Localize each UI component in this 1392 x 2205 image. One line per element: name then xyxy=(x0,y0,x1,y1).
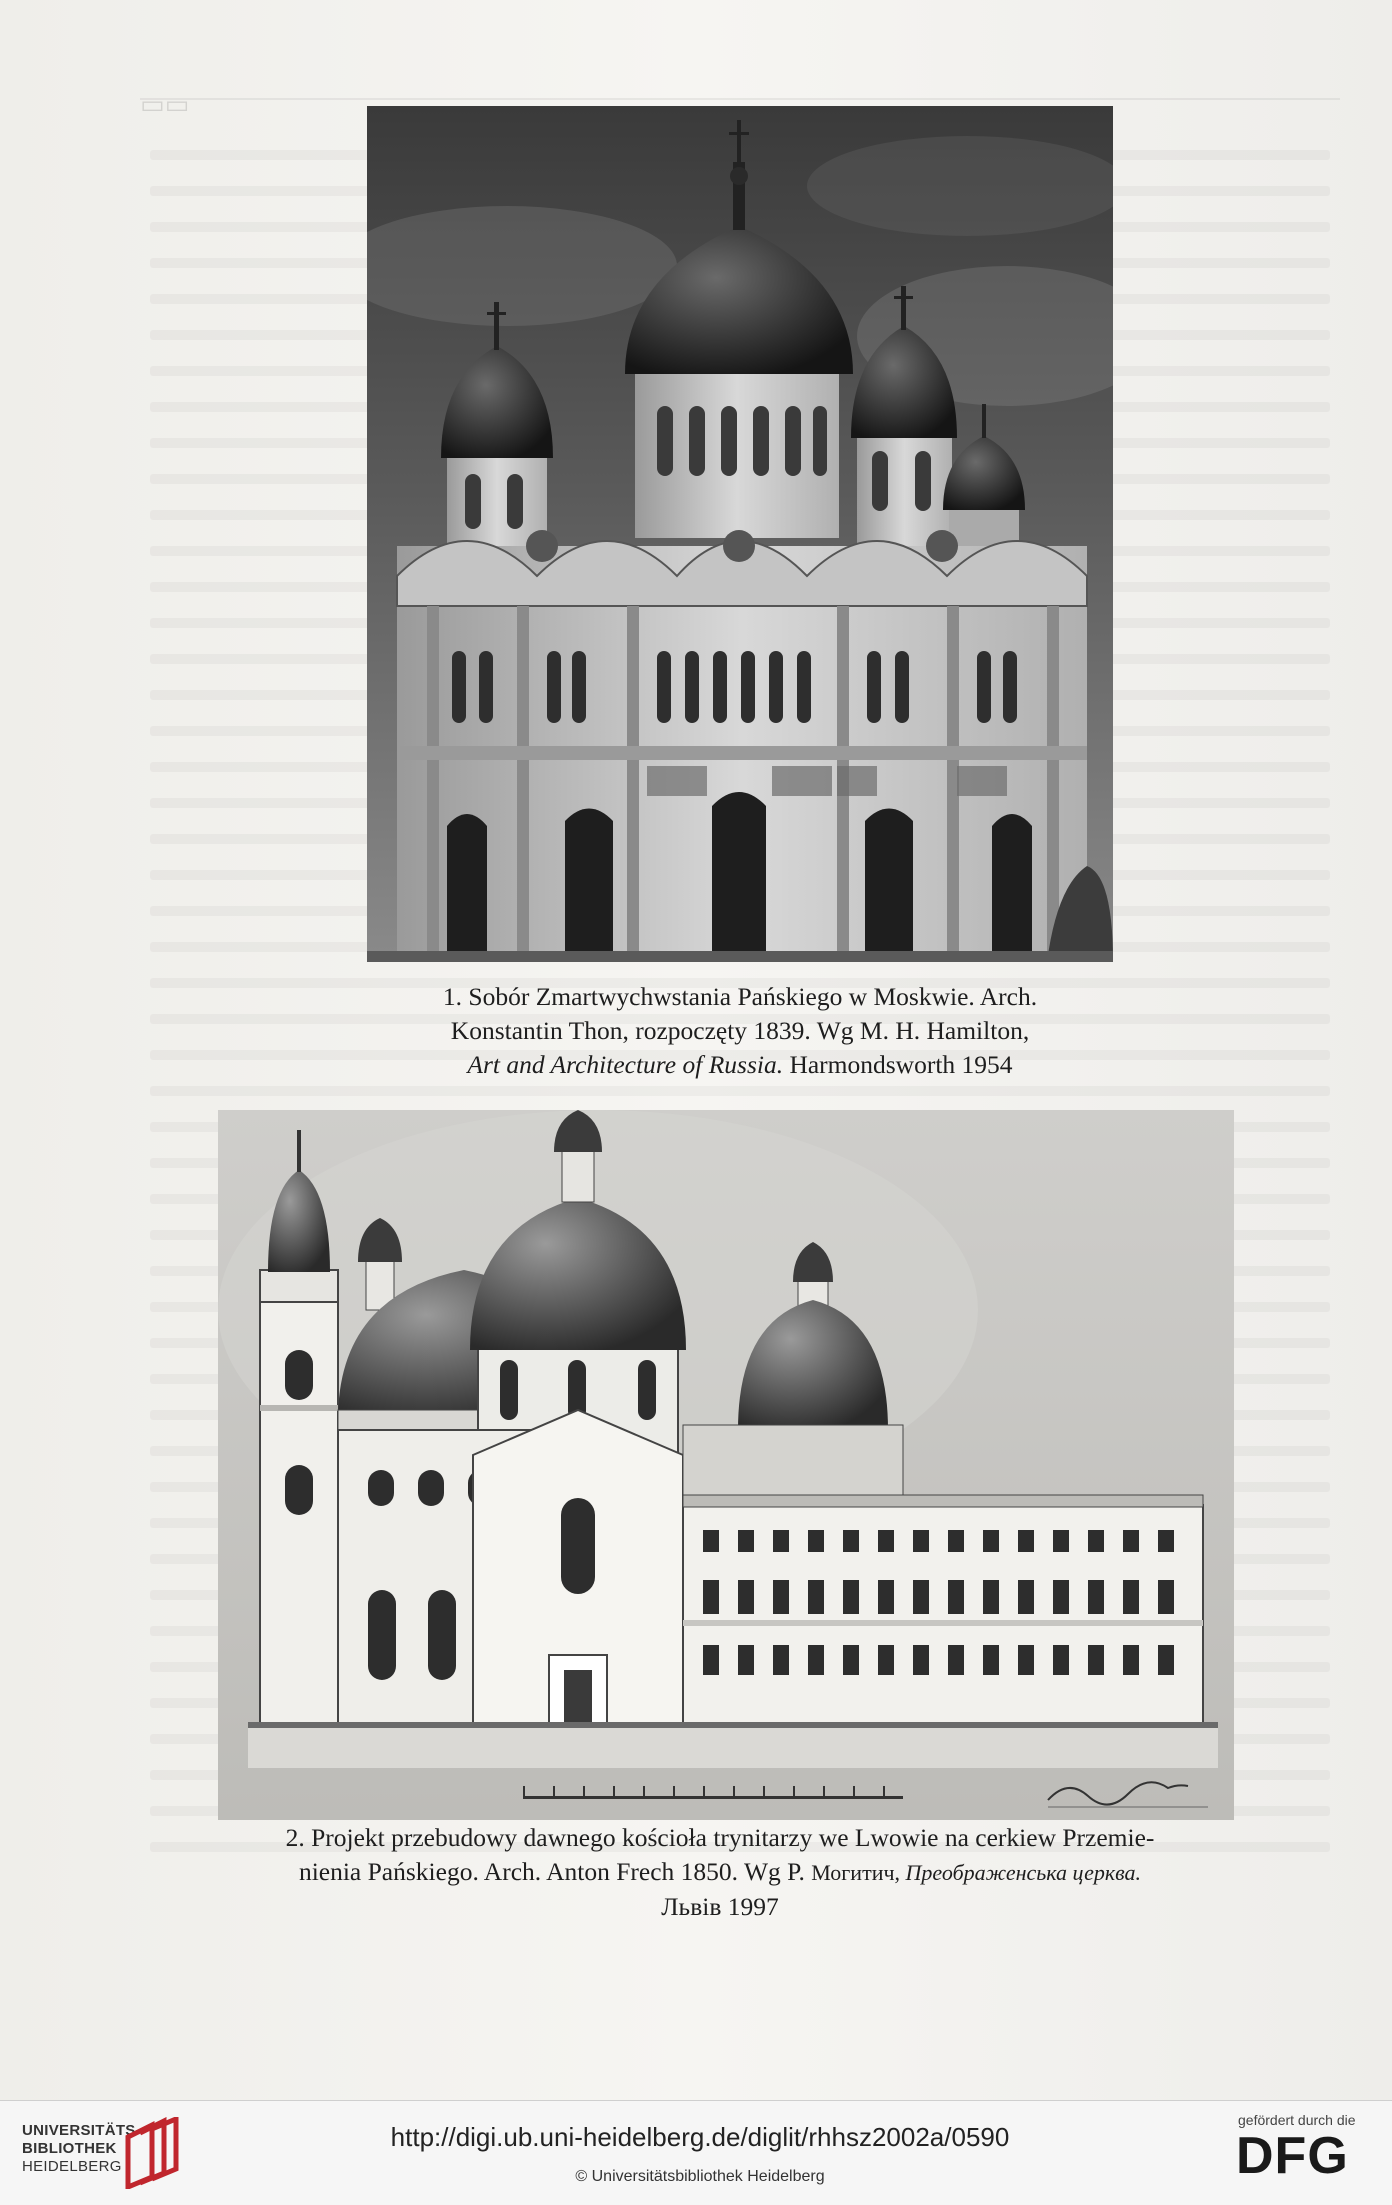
library-line3: HEIDELBERG xyxy=(22,2158,122,2175)
caption1-line3 xyxy=(300,1048,1180,1082)
caption2-line1: 2. Projekt przebudowy dawnego kościoła trynitarzy we Lwowie na cerkiew Przemie- xyxy=(285,1823,1155,1852)
caption1-publication: Harmondsworth 1954 xyxy=(783,1050,1013,1079)
dfg-wordmark: DFG xyxy=(1236,2127,1349,2185)
figure-1-caption xyxy=(300,980,1180,1082)
copyright-notice: © Universitätsbibliothek Heidelberg xyxy=(575,2168,825,2185)
digital-copy-link[interactable]: http://digi.ub.uni-heidelberg.de/diglit/rhhsz2002a/0590 xyxy=(390,2122,1010,2152)
caption1-line2: Konstantin Thon, rozpoczęty 1839. Wg M. H. Hamilton, xyxy=(450,1016,1030,1045)
bleed-through-page-number: ▭▭ xyxy=(140,90,190,119)
dfg-funder-logo[interactable] xyxy=(1230,2112,1380,2192)
library-book-icon xyxy=(118,2117,190,2189)
caption1-book-title: Art and Architecture of Russia. xyxy=(467,1050,784,1079)
library-line2: BIBLIOTHEK xyxy=(22,2140,117,2157)
caption2-line2 xyxy=(200,1855,1240,1890)
funder-label: gefördert durch die xyxy=(1238,2112,1356,2128)
figure-2-caption xyxy=(200,1821,1240,1924)
cathedral-photograph xyxy=(367,106,1113,962)
caption2-author: Могитич, xyxy=(811,1860,901,1885)
caption2-line2-start: nienia Pańskiego. Arch. Anton Frech 1850. Wg P. xyxy=(298,1857,812,1886)
caption2-line3: Львів 1997 xyxy=(661,1892,779,1921)
library-line1: UNIVERSITÄTS- xyxy=(22,2122,141,2139)
church-elevation-drawing xyxy=(218,1110,1234,1820)
caption1-line1: 1. Sobór Zmartwychwstania Pańskiego w Moskwie. Arch. xyxy=(442,982,1038,1011)
caption2-book-title: Преображенська церква. xyxy=(900,1860,1142,1885)
bleed-through-rule xyxy=(140,98,1340,100)
